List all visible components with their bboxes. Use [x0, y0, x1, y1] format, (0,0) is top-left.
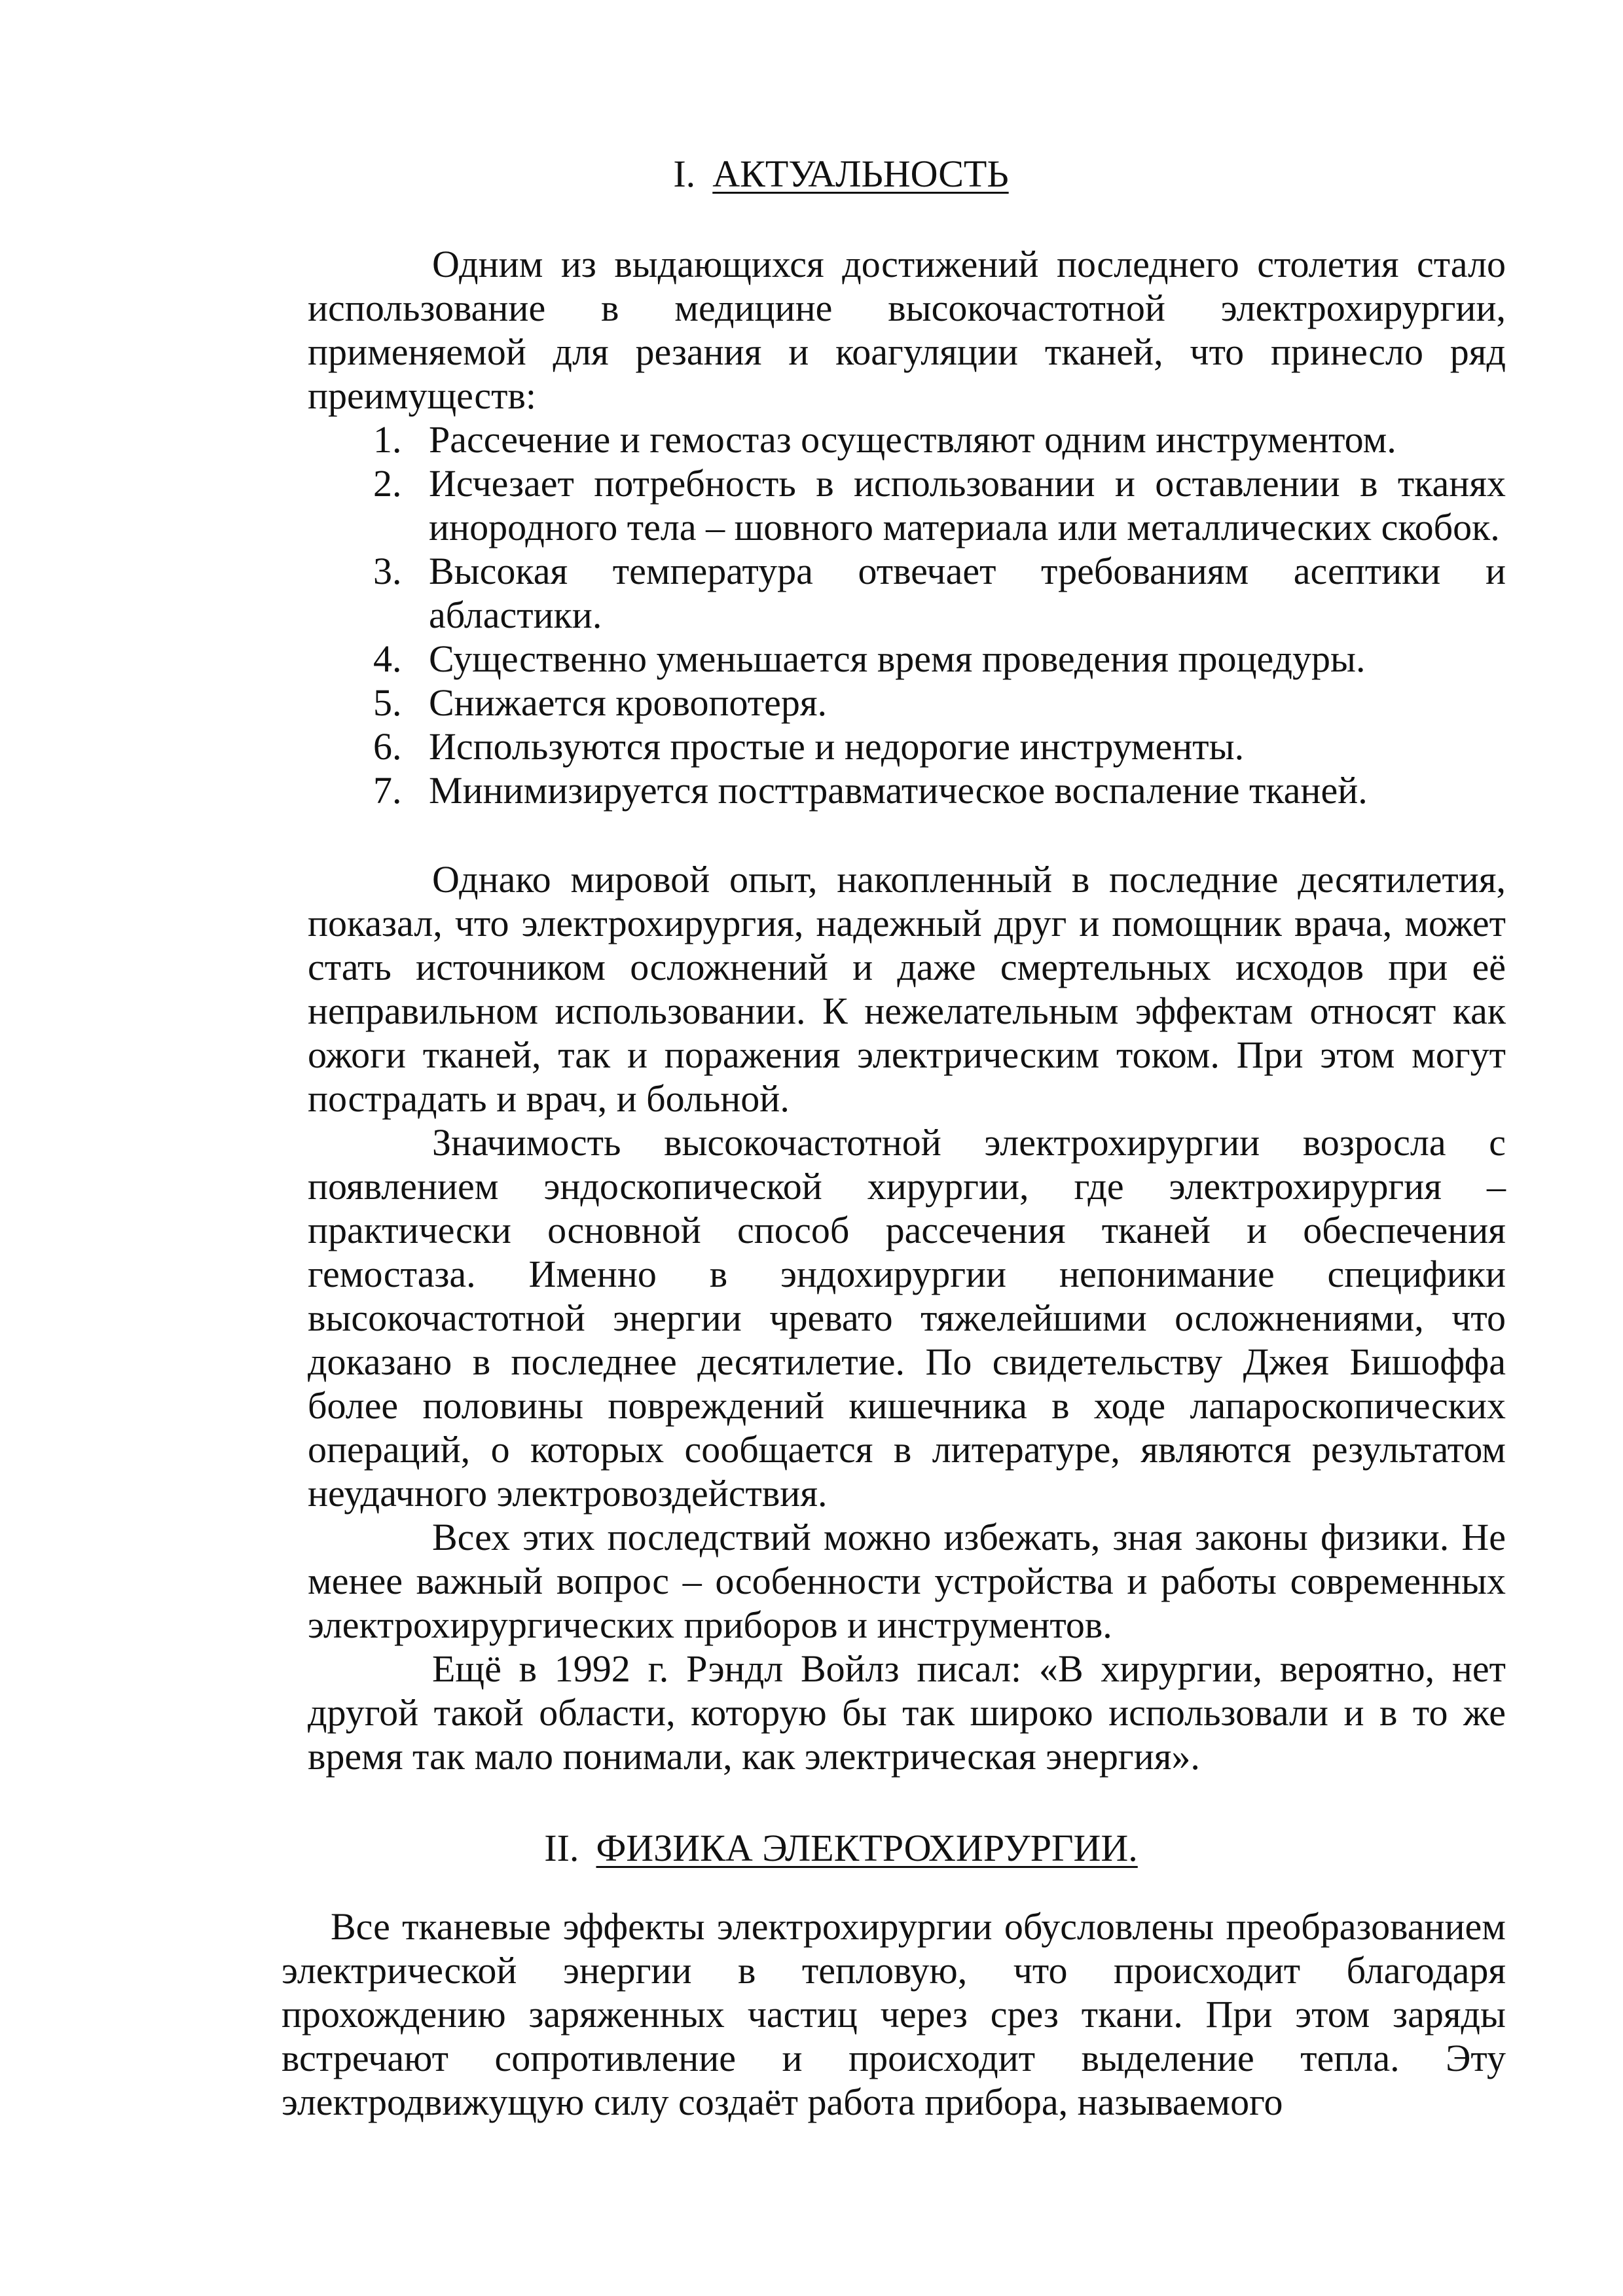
list-item-text: Используются простые и недорогие инструменты.	[429, 725, 1245, 768]
section-1-intro	[308, 242, 1506, 418]
body-paragraph: Всех этих последствий можно избежать, зная законы физики. Не менее важный вопрос – особенности устройства и работы современных электрохирургических приборов и инструментов.	[308, 1516, 1506, 1646]
list-item-text: Рассечение и гемостаз осуществляют одним инструментом.	[429, 418, 1396, 461]
section-1-number: I.	[673, 152, 696, 195]
body-paragraph: Однако мировой опыт, накопленный в последние десятилетия, показал, что электрохирургия, надежный друг и помощник врача, может стать источником осложнений и даже смертельных исходов при её неправильном использовании. К нежелательным эффектам относят как ожоги тканей, так и поражения электрическим током. При этом могут пострадать и врач, и больной.	[308, 858, 1506, 1120]
list-item	[373, 681, 1506, 725]
section-2-number: II.	[544, 1827, 579, 1869]
section-1-body	[308, 857, 1506, 1778]
body-paragraph: Все тканевые эффекты электрохирургии обусловлены преобразованием электрической энергии в тепловую, что происходит благодаря прохождению заряженных частиц через срез ткани. При этом заряды встречают сопротивление и происходит выделение тепла. Эту электродвижущую силу создаёт работа прибора, называемого	[282, 1905, 1506, 2123]
list-item-number: 6.	[373, 725, 402, 768]
list-item	[373, 461, 1506, 549]
body-paragraph: Значимость высокочастотной электрохирургии возросла с появлением эндоскопической хирургии, где электрохирургия – практически основной способ рассечения тканей и обеспечения гемостаза. Именно в эндохирургии непонимание специфики высокочастотной энергии чревато тяжелейшими осложнениями, что доказано в последнее десятилетие. По свидетельству Джея Бишоффа более половины повреждений кишечника в ходе лапароскопических операций, о которых сообщается в литературе, являются результатом неудачного электровоздействия.	[308, 1121, 1506, 1515]
list-item-number: 3.	[373, 550, 402, 592]
list-item-number: 1.	[373, 418, 402, 461]
list-item-number: 4.	[373, 637, 402, 680]
section-2-title: ФИЗИКА ЭЛЕКТРОХИРУРГИИ.	[596, 1827, 1138, 1869]
section-2-heading	[0, 1826, 1623, 1870]
list-item-text: Существенно уменьшается время проведения процедуры.	[429, 637, 1366, 680]
list-item-text: Минимизируется посттравматическое воспаление тканей.	[429, 769, 1368, 812]
list-item-number: 2.	[373, 462, 402, 505]
list-item-text: Высокая температура отвечает требованиям асептики и абластики.	[429, 550, 1506, 636]
advantages-list	[373, 418, 1506, 812]
list-item-number: 7.	[373, 769, 402, 812]
list-item	[373, 418, 1506, 461]
list-item	[373, 549, 1506, 637]
list-item	[373, 725, 1506, 768]
list-item	[373, 637, 1506, 681]
section-1-title: АКТУАЛЬНОСТЬ	[712, 152, 1009, 195]
list-item-text: Снижается кровопотеря.	[429, 681, 828, 724]
section-2-body	[282, 1905, 1506, 2124]
list-item	[373, 768, 1506, 812]
list-item-number: 5.	[373, 681, 402, 724]
section-1-heading	[0, 152, 1623, 196]
list-item-text: Исчезает потребность в использовании и оставлении в тканях инородного тела – шовного материала или металлических скобок.	[429, 462, 1506, 548]
body-paragraph: Ещё в 1992 г. Рэндл Войлз писал: «В хирургии, вероятно, нет другой такой области, которую бы так широко использовали и в то же время так мало понимали, как электрическая энергия».	[308, 1647, 1506, 1778]
intro-paragraph: Одним из выдающихся достижений последнего столетия стало использование в медицине высокочастотной электрохирургии, применяемой для резания и коагуляции тканей, что принесло ряд преимуществ:	[308, 243, 1506, 417]
